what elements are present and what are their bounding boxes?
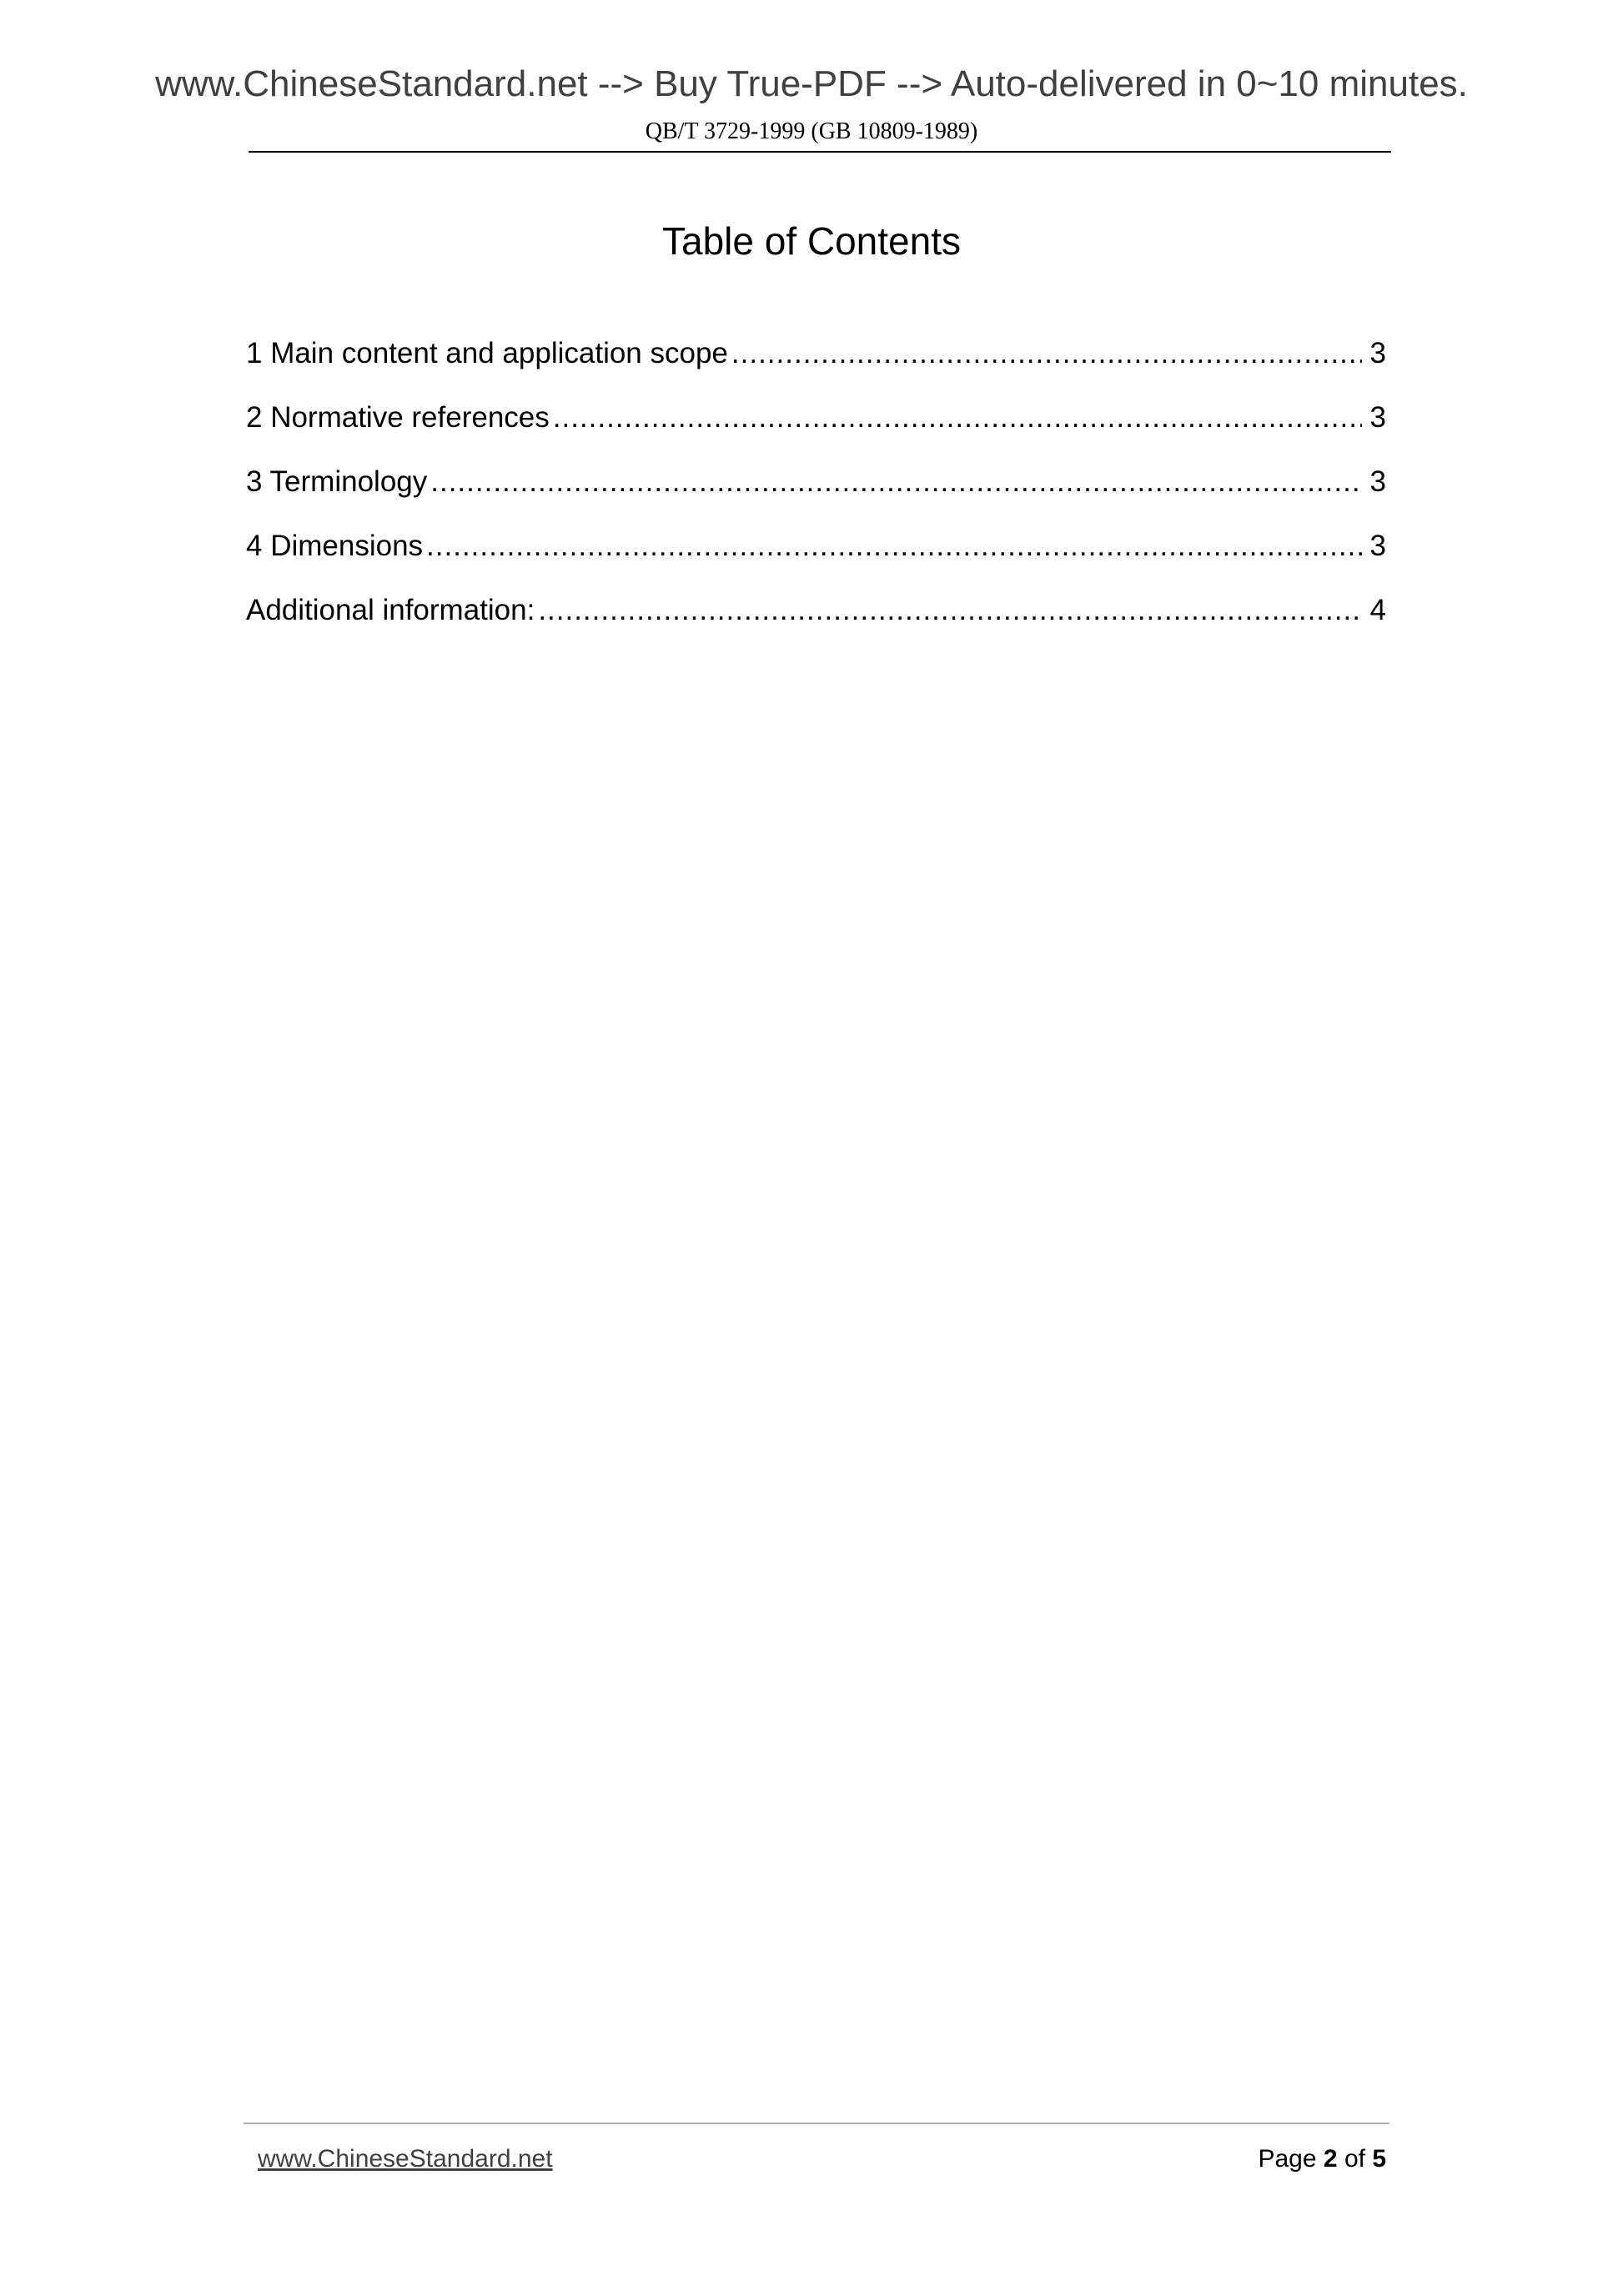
toc-dot-leader: [426, 530, 1361, 563]
toc-entry-label: Additional information:: [246, 594, 535, 626]
page-number: [1258, 2145, 1386, 2173]
toc-entry-page: 3: [1369, 337, 1386, 369]
header-divider: [249, 151, 1391, 153]
toc-entry-page: 3: [1369, 401, 1386, 434]
toc-entry-additional-information[interactable]: [246, 594, 1386, 658]
toc-entry-page: 4: [1369, 594, 1386, 626]
toc-entry-dimensions[interactable]: [246, 530, 1386, 594]
toc-entry-page: 3: [1369, 530, 1386, 562]
footer-divider: [244, 2123, 1389, 2124]
toc-dot-leader: [553, 401, 1362, 435]
toc-title: Table of Contents: [661, 219, 961, 263]
toc-entry-label: 2 Normative references: [246, 401, 550, 434]
toc-entry-normative-references[interactable]: [246, 401, 1386, 465]
promo-banner: www.ChineseStandard.net --> Buy True-PDF --> Auto-delivered in 0~10 minutes.: [155, 63, 1468, 104]
toc-entry-label: 3 Terminology: [246, 465, 428, 498]
toc-entry-label: 1 Main content and application scope: [246, 337, 728, 369]
toc-entry-page: 3: [1369, 465, 1386, 498]
page-prefix: Page: [1258, 2145, 1317, 2173]
toc-dot-leader: [430, 465, 1361, 499]
toc-entry-main-content[interactable]: [246, 337, 1386, 401]
toc-dot-leader: [731, 337, 1362, 370]
total-pages: 5: [1372, 2145, 1386, 2173]
footer-site-link[interactable]: www.ChineseStandard.net: [258, 2145, 553, 2173]
toc-entry-terminology[interactable]: [246, 465, 1386, 530]
standard-code: QB/T 3729-1999 (GB 10809-1989): [645, 118, 978, 144]
page-of: of: [1344, 2145, 1365, 2173]
current-page: 2: [1323, 2145, 1338, 2173]
toc-dot-leader: [538, 594, 1361, 627]
table-of-contents: [246, 337, 1386, 658]
toc-entry-label: 4 Dimensions: [246, 530, 424, 562]
